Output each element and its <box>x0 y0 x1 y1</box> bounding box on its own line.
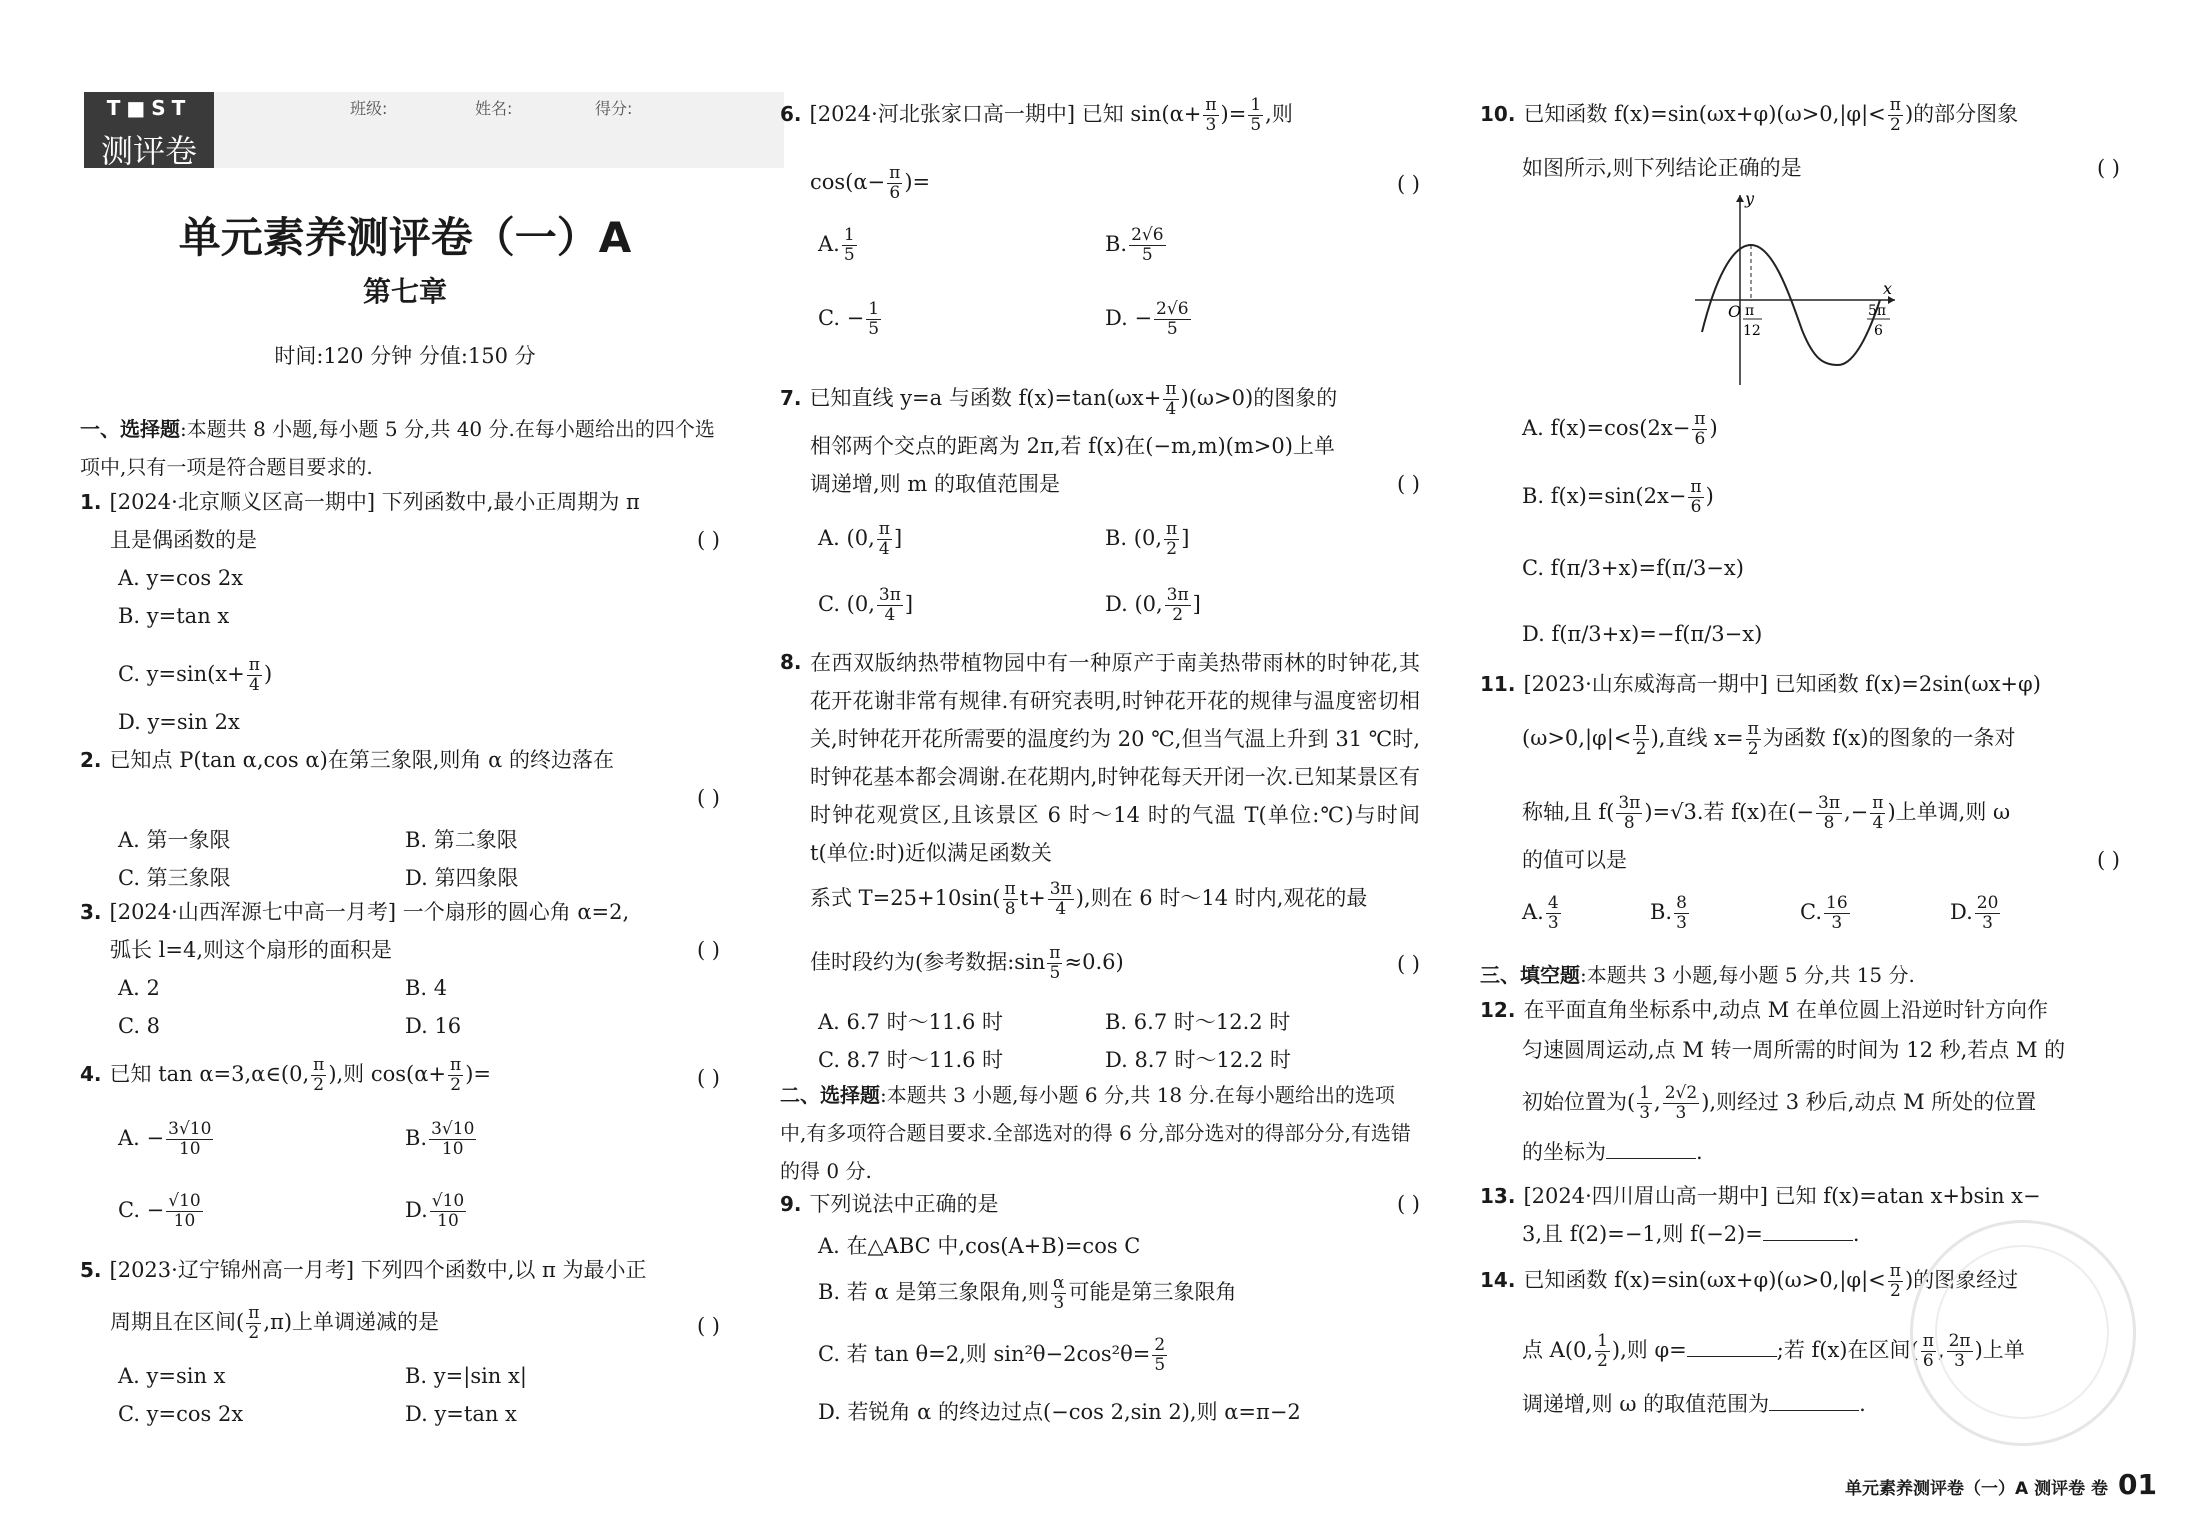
q7-option-b: B. (0, $\frac{\pi}{2}$ ] <box>1105 519 1190 559</box>
time-info: 时间:120 分钟 分值:150 分 <box>274 344 536 368</box>
q12-line1: 12. 在平面直角坐标系中,动点 M 在单位圆上沿逆时针方向作 <box>1480 998 2048 1022</box>
page-number: 01 <box>2118 1468 2157 1501</box>
q1-line2: 且是偶函数的是 <box>110 528 257 552</box>
q11-line1: 11. [2023·山东威海高一期中] 已知函数 f(x)=2sin(ωx+φ) <box>1480 672 2041 696</box>
q10-line1: 10. 已知函数 f(x)=sin(ωx+φ)(ω>0,|φ|< $\frac{\pi}{2}$ )的部分图象 <box>1480 95 2019 135</box>
class-field: 班级: <box>350 99 388 118</box>
q8-answer-paren: ( ) <box>1396 952 1420 976</box>
q9-option-c: C. 若 tan θ=2,则 sin²θ−2cos²θ= $\frac{2}{5}$ <box>818 1335 1166 1375</box>
q12-line4: 的坐标为 . <box>1522 1140 1703 1164</box>
q8-line7: 佳时段约为(参考数据:sin $\frac{\pi}{5}$ ≈0.6) <box>810 943 1124 983</box>
q3-option-a: A. 2 <box>118 976 160 1000</box>
q13-line1: 13. [2024·四川眉山高一期中] 已知 f(x)=atan x+bsin x− <box>1480 1184 2041 1208</box>
q10-option-d: D. f(π/3+x)=−f(π/3−x) <box>1522 622 1763 646</box>
q5-line2: 周期且在区间( $\frac{\pi}{2}$ ,π)上单调递减的是 <box>110 1303 440 1343</box>
q6-line1: 6. [2024·河北张家口高一期中] 已知 sin(α+ $\frac{\pi}{3}$ )= $\frac{1}{5}$ ,则 <box>780 95 1293 135</box>
q7-line3: 调递增,则 m 的取值范围是 <box>810 472 1060 496</box>
q6-line2: cos(α− $\frac{\pi}{6}$ )= <box>810 163 931 203</box>
q5-line1: 5. [2023·辽宁锦州高一月考] 下列四个函数中,以 π 为最小正 <box>80 1258 647 1282</box>
q4-line1: 4. 已知 tan α=3,α∈(0, $\frac{\pi}{2}$ ),则 cos(α+ $\frac{\pi}{2}$ )= <box>80 1055 491 1095</box>
q4-option-b: B. $\frac{3√10}{10}$ <box>405 1119 475 1159</box>
footer-text: 单元素养测评卷（一）A 测评卷 卷 <box>1845 1479 2109 1499</box>
q11-option-a: A. $\frac{4}{3}$ <box>1522 893 1559 933</box>
q3-answer-paren: ( ) <box>696 938 720 962</box>
section-3-title: 三、填空题 <box>1480 963 1580 987</box>
q4-option-c: C. − $\frac{√10}{10}$ <box>118 1191 201 1231</box>
q2-option-c: C. 第三象限 <box>118 866 231 890</box>
q5-option-d: D. y=tan x <box>405 1402 517 1426</box>
q10-option-c: C. f(π/3+x)=f(π/3−x) <box>1522 556 1744 580</box>
section-2-title: 二、选择题 <box>780 1083 880 1107</box>
q12-line2: 匀速圆周运动,点 M 转一周所需的时间为 12 秒,若点 M 的 <box>1522 1038 2066 1062</box>
q7-line2: 相邻两个交点的距离为 2π,若 f(x)在(−m,m)(m>0)上单 <box>810 434 1335 458</box>
q10-graph <box>1690 190 1900 390</box>
q5-option-b: B. y=|sin x| <box>405 1364 527 1388</box>
q11-option-c: C. $\frac{16}{3}$ <box>1800 893 1848 933</box>
q3-option-b: B. 4 <box>405 976 448 1000</box>
q10-answer-paren: ( ) <box>2096 156 2120 180</box>
chapter-subtitle: 第七章 <box>362 275 447 308</box>
q1-option-c: C. y=sin(x+ $\frac{\pi}{4}$ ) <box>118 655 273 695</box>
q1-line1: 1. [2024·北京顺义区高一期中] 下列函数中,最小正周期为 π <box>80 490 640 514</box>
logo-bottom-text: 测评卷 <box>100 132 197 170</box>
q8-option-c: C. 8.7 时～11.6 时 <box>818 1048 1004 1072</box>
section-3-header <box>1480 956 2120 994</box>
q8-number: 8. <box>780 650 802 674</box>
q6-option-d: D. − $\frac{2√6}{5}$ <box>1105 299 1189 339</box>
q3-line2: 弧长 l=4,则这个扇形的面积是 <box>110 938 393 962</box>
q9-answer-paren: ( ) <box>1396 1192 1420 1216</box>
q8-text: 在西双版纳热带植物园中有一种原产于南美热带雨林的时钟花,其花开花谢非常有规律.有研究表明,时钟花开花的规律与温度密切相关,时钟花开花所需要的温度约为 20 ℃,但当气温上升到 31 ℃时,时钟花基本都会凋谢.在花期内,时钟花每天开闭一次.已知某景区有时钟花观赏区,且该景区 6 时～14 时的气温 T(单位:℃)与时间 t(单位:时)近似满足函数关 <box>810 651 1420 865</box>
column-2 <box>780 0 1420 1536</box>
section-2-desc: :本题共 3 小题,每小题 6 分,共 18 分.在每小题给出的选项中,有多项符合题目要求.全部选对的得 6 分,部分选对的得部分分,有选错的得 0 分. <box>780 1083 1411 1183</box>
q14-line2: 点 A(0, $\frac{1}{2}$ ),则 φ= ;若 f(x)在区间( $\frac{\pi}{6}$ , $\frac{2\pi}{3}$ )上单 <box>1522 1331 2025 1371</box>
q12-blank[interactable] <box>1606 1158 1696 1159</box>
q2-option-a: A. 第一象限 <box>118 828 231 852</box>
graph-origin-label: O <box>1728 302 1742 321</box>
score-field: 得分: <box>595 99 633 118</box>
q5-option-a: A. y=sin x <box>118 1364 226 1388</box>
q7-option-c: C. (0, $\frac{3\pi}{4}$ ] <box>818 585 914 625</box>
q10-option-b: B. f(x)=sin(2x− $\frac{\pi}{6}$ ) <box>1522 477 1714 517</box>
graph-tick2-den: 6 <box>1874 323 1883 339</box>
graph-tick2-num: 5π <box>1868 303 1887 319</box>
q4-answer-paren: ( ) <box>696 1066 720 1090</box>
graph-y-arrow <box>1736 195 1744 202</box>
q2-option-b: B. 第二象限 <box>405 828 518 852</box>
page-footer <box>1845 1468 2157 1501</box>
q1-option-d: D. y=sin 2x <box>118 710 240 734</box>
q7-option-d: D. (0, $\frac{3\pi}{2}$ ] <box>1105 585 1201 625</box>
q11-line3: 称轴,且 f( $\frac{3\pi}{8}$ )=√3.若 f(x)在(− $\frac{3\pi}{8}$ ,− $\frac{\pi}{4}$ )上单调,则 ω <box>1522 793 2011 833</box>
q6-option-a: A. $\frac{1}{5}$ <box>818 225 855 265</box>
q8-option-d: D. 8.7 时～12.2 时 <box>1105 1048 1291 1072</box>
q8-option-b: B. 6.7 时～12.2 时 <box>1105 1010 1291 1034</box>
q11-option-d: D. $\frac{20}{3}$ <box>1950 893 1999 933</box>
q14-blank-omega[interactable] <box>1769 1410 1859 1411</box>
q10-option-a: A. f(x)=cos(2x− $\frac{\pi}{6}$ ) <box>1522 409 1718 449</box>
graph-y-label: y <box>1745 190 1755 208</box>
name-field: 姓名: <box>475 99 513 118</box>
q12-line3: 初始位置为( $\frac{1}{3}$ , $\frac{2√2}{3}$ ),则经过 3 秒后,动点 M 所处的位置 <box>1522 1083 2037 1123</box>
q11-option-b: B. $\frac{8}{3}$ <box>1650 893 1687 933</box>
q2-answer-paren: ( ) <box>696 786 720 810</box>
graph-tick1-den: 12 <box>1743 323 1761 339</box>
section-2-header <box>780 1076 1420 1190</box>
q11-line4: 的值可以是 <box>1522 848 1627 872</box>
section-1-desc: :本题共 8 小题,每小题 5 分,共 40 分.在每小题给出的四个选项中,只有一项是符合题目要求的. <box>80 417 715 479</box>
q2-line1: 2. 已知点 P(tan α,cos α)在第三象限,则角 α 的终边落在 <box>80 748 614 772</box>
q6-answer-paren: ( ) <box>1396 172 1420 196</box>
test-logo <box>84 92 214 168</box>
graph-tick1-num: π <box>1745 303 1755 319</box>
q5-option-c: C. y=cos 2x <box>118 1402 244 1426</box>
q5-answer-paren: ( ) <box>696 1314 720 1338</box>
section-1-header <box>80 410 720 486</box>
watermark-stamp-inner <box>1935 1245 2109 1419</box>
column-1 <box>80 0 720 1536</box>
page-title: 单元素养测评卷（一）A <box>178 213 632 262</box>
q13-blank[interactable] <box>1763 1240 1853 1241</box>
q3-line1: 3. [2024·山西浑源七中高一月考] 一个扇形的圆心角 α=2, <box>80 900 630 924</box>
q2-option-d: D. 第四象限 <box>405 866 519 890</box>
q7-option-a: A. (0, $\frac{\pi}{4}$ ] <box>818 519 903 559</box>
q14-blank-phi[interactable] <box>1687 1356 1777 1357</box>
q11-answer-paren: ( ) <box>2096 848 2120 872</box>
q10-line2: 如图所示,则下列结论正确的是 <box>1522 156 1802 180</box>
q3-option-d: D. 16 <box>405 1014 462 1038</box>
q7-answer-paren: ( ) <box>1396 472 1420 496</box>
section-1-title: 一、选择题 <box>80 417 180 441</box>
q1-answer-paren: ( ) <box>696 528 720 552</box>
q6-option-c: C. − $\frac{1}{5}$ <box>818 299 880 339</box>
q9-option-d: D. 若锐角 α 的终边过点(−cos 2,sin 2),则 α=π−2 <box>818 1400 1301 1424</box>
graph-x-label: x <box>1883 279 1893 298</box>
section-3-desc: :本题共 3 小题,每小题 5 分,共 15 分. <box>1580 963 1915 987</box>
q4-option-d: D. $\frac{√10}{10}$ <box>405 1191 465 1231</box>
q14-line1: 14. 已知函数 f(x)=sin(ωx+φ)(ω>0,|φ|< $\frac{\pi}{2}$ )的图象经过 <box>1480 1261 2019 1301</box>
q9-option-b: B. 若 α 是第三象限角,则 $\frac{\alpha}{3}$ 可能是第三象限角 <box>818 1273 1237 1313</box>
logo-top-text: T■ST <box>106 96 192 120</box>
q4-option-a: A. − $\frac{3√10}{10}$ <box>118 1119 212 1159</box>
q14-line3: 调递增,则 ω 的取值范围为 . <box>1522 1392 1866 1416</box>
q9-line1: 9. 下列说法中正确的是 <box>780 1192 999 1216</box>
q8-option-a: A. 6.7 时～11.6 时 <box>818 1010 1004 1034</box>
q8-line6: 系式 T=25+10sin( $\frac{\pi}{8}$ t+ $\frac{3\pi}{4}$ ),则在 6 时～14 时内,观花的最 <box>810 879 1368 919</box>
q3-option-c: C. 8 <box>118 1014 161 1038</box>
q11-line2: (ω>0,|φ|< $\frac{\pi}{2}$ ),直线 x= $\frac{\pi}{2}$ 为函数 f(x)的图象的一条对 <box>1522 719 2016 759</box>
q7-line1: 7. 已知直线 y=a 与函数 f(x)=tan(ωx+ $\frac{\pi}{4}$ )(ω>0)的图象的 <box>780 379 1338 419</box>
q13-line2: 3,且 f(2)=−1,则 f(−2)= . <box>1522 1222 1860 1246</box>
q1-option-b: B. y=tan x <box>118 604 230 628</box>
q1-option-a: A. y=cos 2x <box>118 566 244 590</box>
q9-option-a: A. 在△ABC 中,cos(A+B)=cos C <box>818 1234 1141 1258</box>
q6-option-b: B. $\frac{2√6}{5}$ <box>1105 225 1164 265</box>
